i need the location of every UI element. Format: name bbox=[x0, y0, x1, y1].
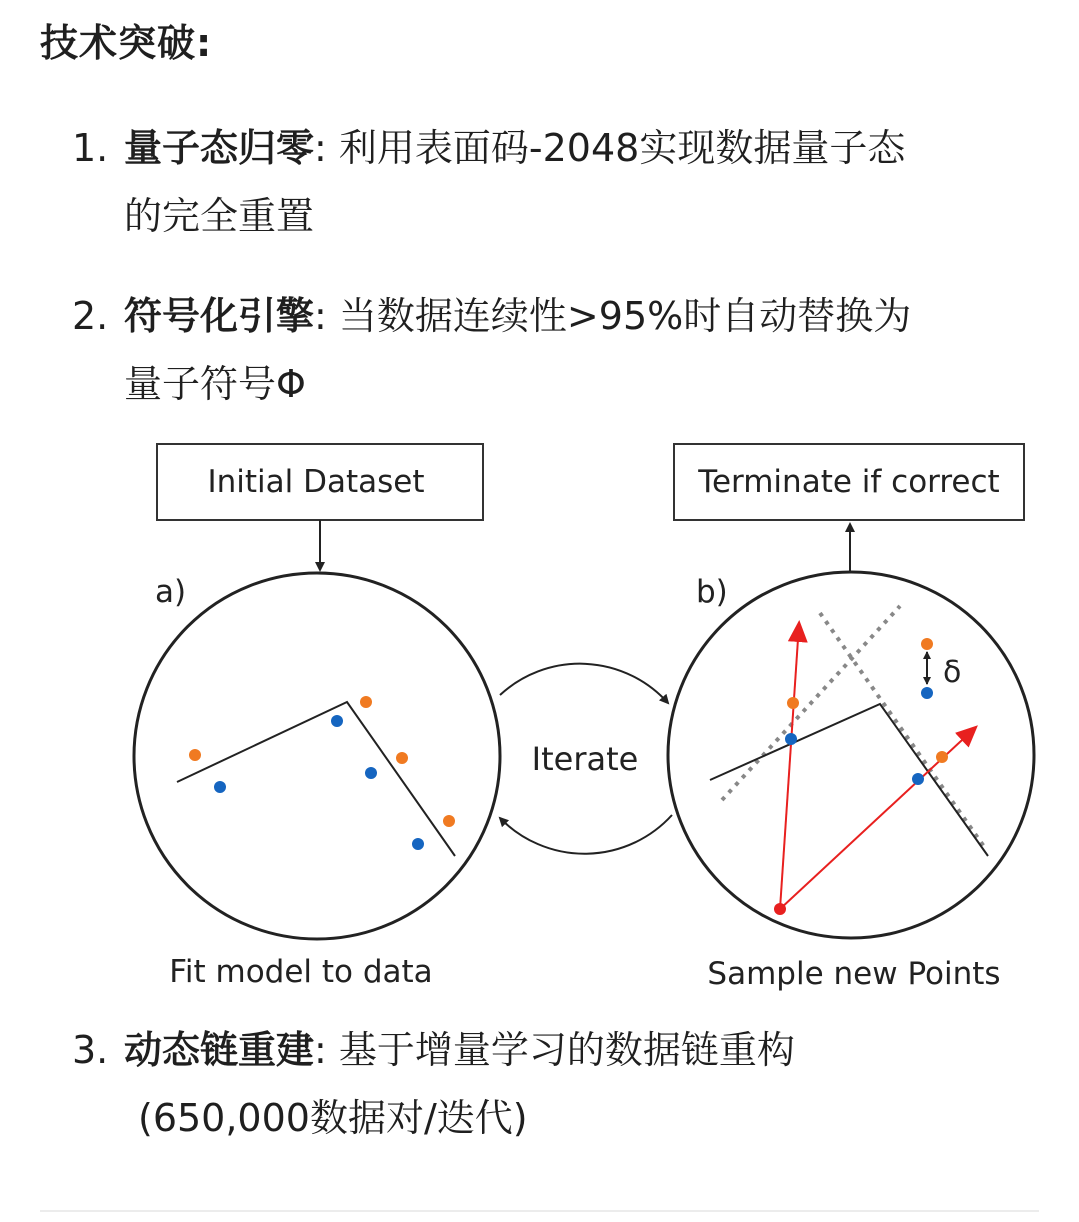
blue-point bbox=[365, 767, 377, 779]
section-heading: 技术突破: bbox=[40, 21, 213, 65]
orange-point bbox=[360, 696, 372, 708]
panel-a-label: a) bbox=[155, 574, 187, 610]
item-number: 1. bbox=[72, 126, 109, 170]
panel-b-label: b) bbox=[696, 574, 728, 610]
blue-point bbox=[785, 733, 797, 745]
item-text: 基于增量学习的数据链重构 bbox=[338, 1028, 795, 1072]
item-separator: : bbox=[314, 126, 327, 170]
blue-point bbox=[912, 773, 924, 785]
item-text: 利用表面码-2048实现数据量子态 bbox=[338, 126, 906, 170]
sample-caption: Sample new Points bbox=[707, 956, 1001, 992]
orange-point bbox=[396, 752, 408, 764]
orange-point bbox=[787, 697, 799, 709]
terminate-label: Terminate if correct bbox=[698, 464, 1000, 500]
item-title: 量子态归零 bbox=[124, 126, 315, 170]
iterate-label: Iterate bbox=[531, 740, 639, 778]
item-number: 3. bbox=[72, 1028, 109, 1072]
list-item bbox=[72, 114, 1052, 250]
item-separator: : bbox=[314, 1028, 327, 1072]
item-text-continued: 量子符号Φ bbox=[124, 362, 306, 406]
item-title: 动态链重建 bbox=[124, 1028, 315, 1072]
panel-b-circle bbox=[668, 572, 1034, 938]
item-separator: : bbox=[314, 294, 327, 338]
delta-label: δ bbox=[943, 655, 962, 690]
iterate-arrow-top bbox=[500, 664, 668, 703]
red-origin-point bbox=[774, 903, 786, 915]
blue-point bbox=[214, 781, 226, 793]
divider bbox=[40, 1210, 1039, 1212]
blue-point bbox=[331, 715, 343, 727]
item-text: 当数据连续性>95%时自动替换为 bbox=[338, 294, 912, 338]
orange-point bbox=[936, 751, 948, 763]
item-text-continued: 的完全重置 bbox=[124, 194, 315, 238]
blue-point bbox=[412, 838, 424, 850]
list-item bbox=[72, 282, 1052, 418]
panel-a-circle bbox=[134, 573, 500, 939]
orange-point bbox=[189, 749, 201, 761]
item-number: 2. bbox=[72, 294, 109, 338]
iterate-arrow-bottom bbox=[500, 815, 672, 854]
item-text-continued: (650,000数据对/迭代) bbox=[138, 1096, 528, 1140]
iteration-diagram bbox=[0, 430, 1079, 1000]
orange-point bbox=[443, 815, 455, 827]
blue-point bbox=[921, 687, 933, 699]
orange-point bbox=[921, 638, 933, 650]
fit-caption: Fit model to data bbox=[169, 954, 433, 990]
item-title: 符号化引擎 bbox=[124, 294, 315, 338]
initial-dataset-label: Initial Dataset bbox=[207, 464, 425, 500]
list-item bbox=[72, 1016, 1052, 1152]
